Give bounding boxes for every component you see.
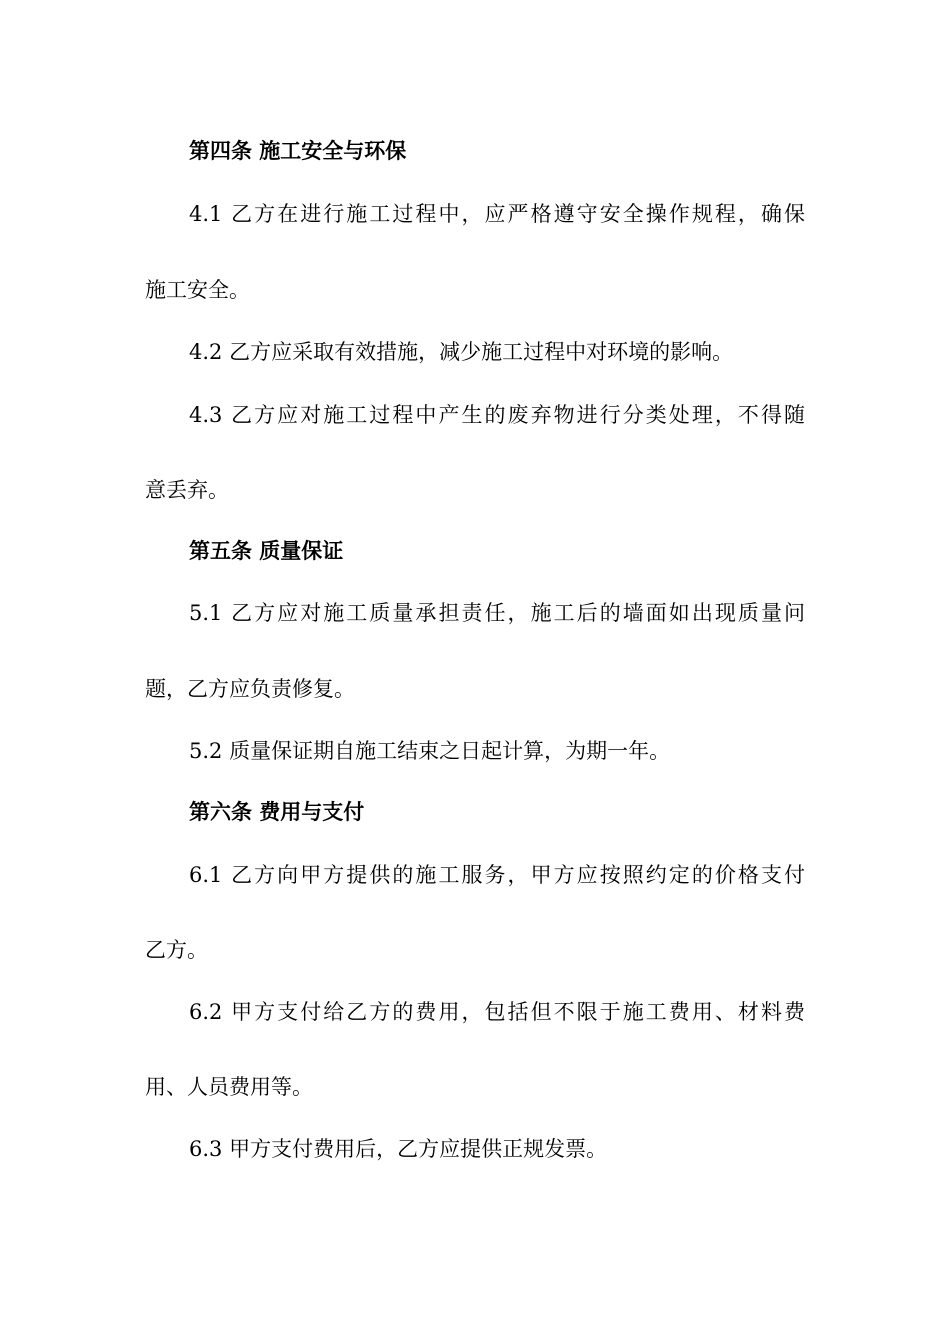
clause-text: 4.3 乙方应对施工过程中产生的废弃物进行分类处理，不得随 (189, 403, 805, 427)
clause-text-continuation: 用、人员费用等。 (145, 1075, 313, 1099)
clause-text-continuation: 乙方。 (145, 938, 208, 962)
clause-text: 6.1 乙方向甲方提供的施工服务，甲方应按照约定的价格支付 (189, 863, 805, 887)
section-heading: 第五条 质量保证 (189, 539, 344, 563)
clause-text-continuation: 意丢弃。 (145, 478, 229, 502)
section-heading: 第四条 施工安全与环保 (189, 139, 407, 163)
clause-text: 4.2 乙方应采取有效措施，减少施工过程中对环境的影响。 (189, 340, 734, 364)
clause-text-continuation: 题，乙方应负责修复。 (145, 677, 355, 701)
clause-text: 6.3 甲方支付费用后，乙方应提供正规发票。 (189, 1137, 608, 1161)
clause-text: 5.1 乙方应对施工质量承担责任，施工后的墙面如出现质量问 (189, 601, 805, 625)
section-heading: 第六条 费用与支付 (189, 800, 365, 824)
clause-text: 5.2 质量保证期自施工结束之日起计算，为期一年。 (189, 739, 671, 763)
clause-text-continuation: 施工安全。 (145, 278, 250, 302)
clause-text: 6.2 甲方支付给乙方的费用，包括但不限于施工费用、材料费 (189, 1000, 805, 1024)
clause-text: 4.1 乙方在进行施工过程中，应严格遵守安全操作规程，确保 (189, 202, 805, 226)
